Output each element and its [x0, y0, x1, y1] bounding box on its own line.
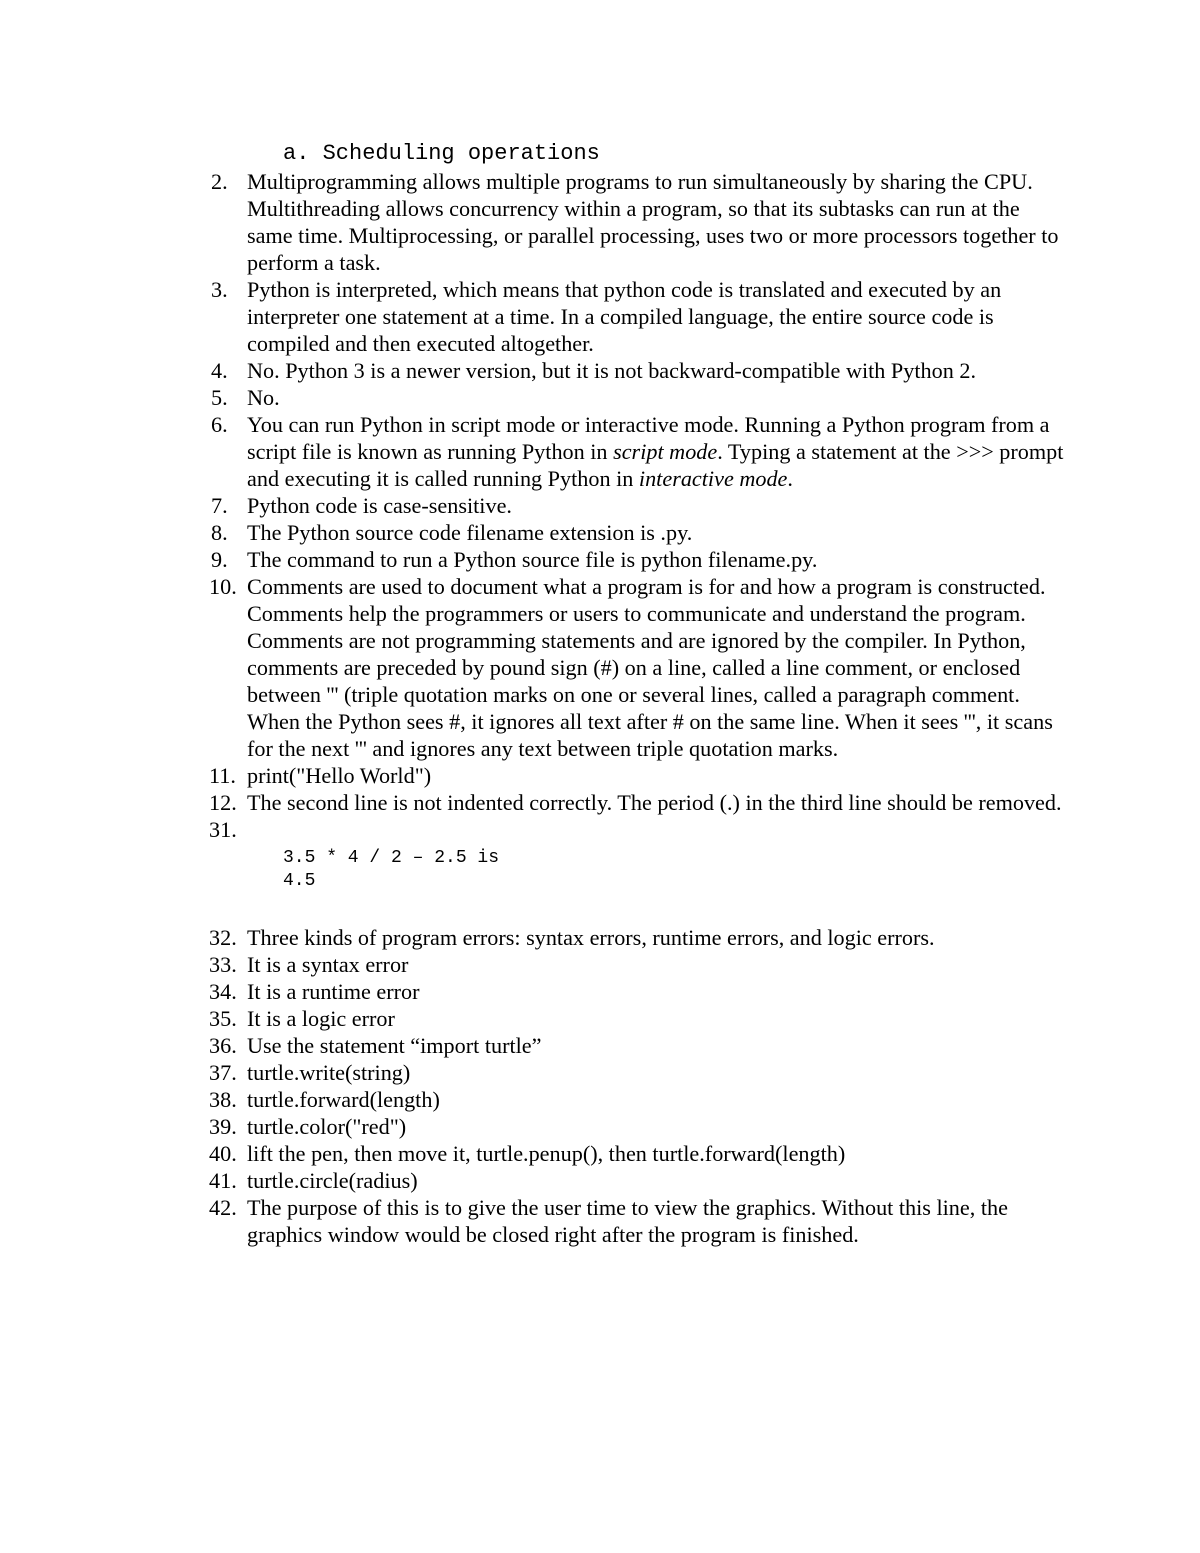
answer-number: 41. [209, 1168, 237, 1193]
answer-number: 4. [211, 358, 228, 383]
answer-text-part: You can run Python in script mode or interactive mode. Running a Python program from a script file is known as running Python in [247, 412, 1050, 464]
answer-number: 3. [211, 277, 228, 302]
answer-emphasis: script mode [613, 439, 718, 464]
answer-number: 12. [209, 790, 237, 815]
answer-item [209, 816, 1069, 924]
answer-number: 34. [209, 979, 237, 1004]
answer-item [209, 1005, 1069, 1032]
answer-text: The purpose of this is to give the user time to view the graphics. Without this line, the graphics window would be closed right after the program is finished. [247, 1195, 1008, 1247]
answer-number: 31. [209, 817, 237, 842]
answer-number: 37. [209, 1060, 237, 1085]
answer-number: 36. [209, 1033, 237, 1058]
answer-text: It is a syntax error [247, 952, 409, 977]
answer-item [209, 546, 1069, 573]
answer-item [209, 1113, 1069, 1140]
answer-text: The Python source code filename extension is .py. [247, 520, 693, 545]
answer-text: It is a runtime error [247, 979, 420, 1004]
answer-number: 32. [209, 925, 237, 950]
answer-item [209, 1194, 1069, 1248]
answer-item [209, 276, 1069, 357]
answer-number: 39. [209, 1114, 237, 1139]
answer-number: 2. [211, 169, 228, 194]
answer-item [209, 978, 1069, 1005]
answer-number: 5. [211, 385, 228, 410]
answer-text: No. Python 3 is a newer version, but it is not backward-compatible with Python 2. [247, 358, 977, 383]
answer-text-part: . [787, 466, 793, 491]
code-line: 4.5 [283, 871, 316, 891]
answer-number: 7. [211, 493, 228, 518]
answer-item [209, 411, 1069, 492]
answer-number: 9. [211, 547, 228, 572]
answer-text: Multiprogramming allows multiple programs to run simultaneously by sharing the CPU. Multithreading allows concurrency within a program, so that its subtasks can run at the same time. Multiprocessing, or parallel processing, uses two or more processors together to perform a task. [247, 169, 1059, 275]
answer-text-part: . Typing a statement at the >>> prompt and executing it is called running Python in [247, 439, 1064, 491]
answer-list [209, 168, 1069, 1248]
answer-number: 10. [209, 574, 237, 599]
heading-text: Scheduling operations [322, 141, 600, 166]
answer-item [209, 357, 1069, 384]
answer-item [209, 762, 1069, 789]
answer-item [209, 1086, 1069, 1113]
answer-item [209, 573, 1069, 762]
answer-text: Use the statement “import turtle” [247, 1033, 542, 1058]
answer-text: turtle.circle(radius) [247, 1168, 418, 1193]
answer-item [209, 1167, 1069, 1194]
answer-text: lift the pen, then move it, turtle.penup(), then turtle.forward(length) [247, 1141, 846, 1166]
answer-text: Comments are used to document what a program is for and how a program is constructed. Comments help the programmers or users to communicate and understand the program. Comments are not programming statements and are ignored by the compiler. In Python, comments are preceded by pound sign (#) on a line, called a line comment, or enclosed between ''' (triple quotation marks on one or several lines, called a paragraph comment. When the Python sees #, it ignores all text after # on the same line. When it sees ''', it scans for the next ''' and ignores any text between triple quotation marks. [247, 574, 1053, 761]
answer-item [209, 1032, 1069, 1059]
code-line: 3.5 * 4 / 2 – 2.5 is [283, 848, 500, 868]
code-snippet [283, 847, 1069, 893]
section-heading [283, 140, 600, 167]
heading-label: a. [283, 141, 310, 166]
answer-item [209, 492, 1069, 519]
answer-number: 8. [211, 520, 228, 545]
answer-item [209, 168, 1069, 276]
answer-text: Python code is case-sensitive. [247, 493, 512, 518]
answer-number: 38. [209, 1087, 237, 1112]
answer-text: turtle.color("red") [247, 1114, 407, 1139]
answer-item [209, 519, 1069, 546]
answer-number: 33. [209, 952, 237, 977]
answer-text: print("Hello World") [247, 763, 432, 788]
answer-text: Three kinds of program errors: syntax errors, runtime errors, and logic errors. [247, 925, 935, 950]
answer-text: It is a logic error [247, 1006, 395, 1031]
answer-item [209, 384, 1069, 411]
answer-text: turtle.write(string) [247, 1060, 411, 1085]
answer-item [209, 924, 1069, 951]
answer-text: turtle.forward(length) [247, 1087, 440, 1112]
answer-text: The second line is not indented correctly. The period (.) in the third line should be removed. [247, 790, 1062, 815]
answer-item [209, 1140, 1069, 1167]
answer-number: 35. [209, 1006, 237, 1031]
answer-text: The command to run a Python source file is python filename.py. [247, 547, 818, 572]
answer-number: 11. [209, 763, 236, 788]
answer-number: 40. [209, 1141, 237, 1166]
answer-text: No. [247, 385, 280, 410]
answer-text [247, 412, 1063, 491]
answer-item [209, 789, 1069, 816]
answer-text [247, 817, 253, 842]
answer-item [209, 951, 1069, 978]
answer-text: Python is interpreted, which means that python code is translated and executed by an interpreter one statement at a time. In a compiled language, the entire source code is compiled and then executed altogether. [247, 277, 1002, 356]
answer-item [209, 1059, 1069, 1086]
answer-number: 42. [209, 1195, 237, 1220]
answer-number: 6. [211, 412, 228, 437]
answer-emphasis: interactive mode [638, 466, 788, 491]
